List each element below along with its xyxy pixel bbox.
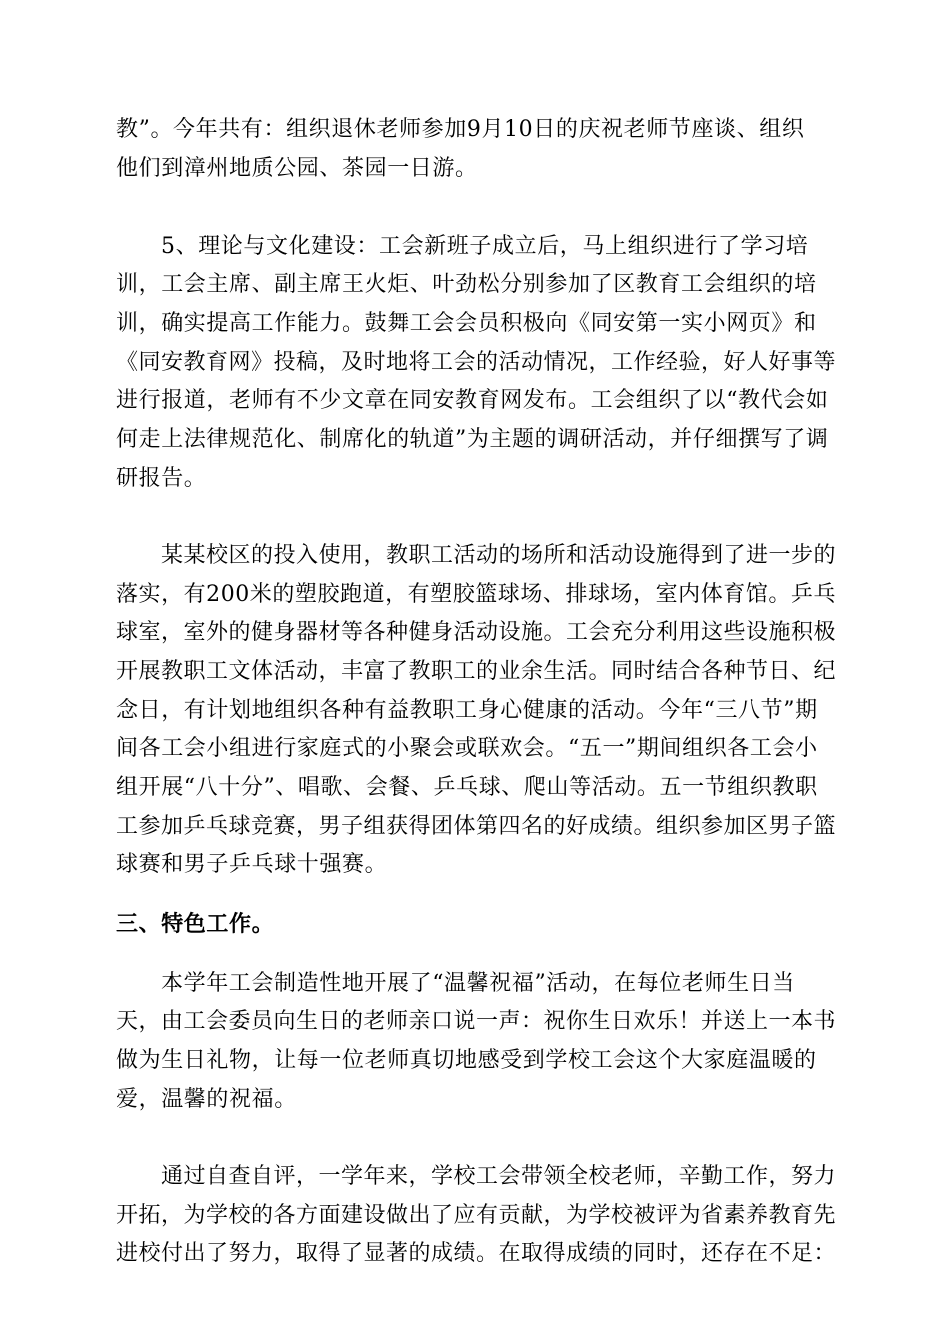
- paragraph-line: 球室，室外的健身器材等各种健身活动设施。工会充分利用这些设施积极: [116, 620, 836, 645]
- paragraph-line: 开拓，为学校的各方面建设做出了应有贡献，为学校被评为省素养教育先: [116, 1203, 836, 1228]
- paragraph-line: 本学年工会制造性地开展了“温馨祝福”活动，在每位老师生日当: [161, 971, 795, 996]
- paragraph-line: 训，确实提高工作能力。鼓舞工会会员积极向《同安第一实小网页》和: [116, 311, 817, 336]
- paragraph-line: 爱，温馨的祝福。: [116, 1087, 297, 1112]
- paragraph-line: 通过自查自评，一学年来，学校工会带领全校老师，辛勤工作，努力: [161, 1164, 836, 1189]
- paragraph-line: 训，工会主席、副主席王火炬、叶劲松分别参加了区教育工会组织的培: [116, 272, 817, 297]
- paragraph-line: 天，由工会委员向生日的老师亲口说一声：祝你生日欢乐！并送上一本书: [116, 1009, 836, 1034]
- paragraph-line: 念日，有计划地组织各种有益教职工身心健康的活动。今年“三八节”期: [116, 698, 818, 723]
- paragraph-line: 组开展“八十分”、唱歌、会餐、乒乓球、爬山等活动。五一节组织教职: [116, 775, 818, 800]
- paragraph-line: 落实，有200米的塑胶跑道，有塑胶篮球场、排球场，室内体育馆。乒乓: [116, 582, 836, 607]
- paragraph-line: 《同安教育网》投稿，及时地将工会的活动情况，工作经验，好人好事等: [116, 350, 836, 375]
- paragraph-line: 间各工会小组进行家庭式的小聚会或联欢会。“五一”期间组织各工会小: [116, 736, 818, 761]
- paragraph-line: 进校付出了努力，取得了显著的成绩。在取得成绩的同时，还存在不足：: [116, 1241, 836, 1266]
- paragraph-line: 球赛和男子乒乓球十强赛。: [116, 852, 388, 877]
- section-heading: 三、特色工作。: [116, 912, 275, 937]
- paragraph-line: 做为生日礼物，让每一位老师真切地感受到学校工会这个大家庭温暖的: [116, 1048, 817, 1073]
- paragraph-line: 某某校区的投入使用，教职工活动的场所和活动设施得到了进一步的: [161, 543, 836, 568]
- paragraph-line: 研报告。: [116, 466, 207, 491]
- paragraph-line: 开展教职工文体活动，丰富了教职工的业余生活。同时结合各种节日、纪: [116, 659, 836, 684]
- paragraph-line: 5、理论与文化建设：工会新班子成立后，马上组织进行了学习培: [161, 234, 809, 259]
- paragraph-line: 进行报道，老师有不少文章在同安教育网发布。工会组织了以“教代会如: [116, 388, 829, 413]
- paragraph-line: 他们到漳州地质公园、茶园一日游。: [116, 156, 478, 181]
- paragraph-line: 工参加乒乓球竞赛，男子组获得团体第四名的好成绩。组织参加区男子篮: [116, 814, 836, 839]
- paragraph-line: 何走上法律规范化、制席化的轨道”为主题的调研活动，并仔细撰写了调: [116, 427, 829, 452]
- paragraph-line: 教”。今年共有：组织退休老师参加9月10日的庆祝老师节座谈、组织: [116, 117, 805, 142]
